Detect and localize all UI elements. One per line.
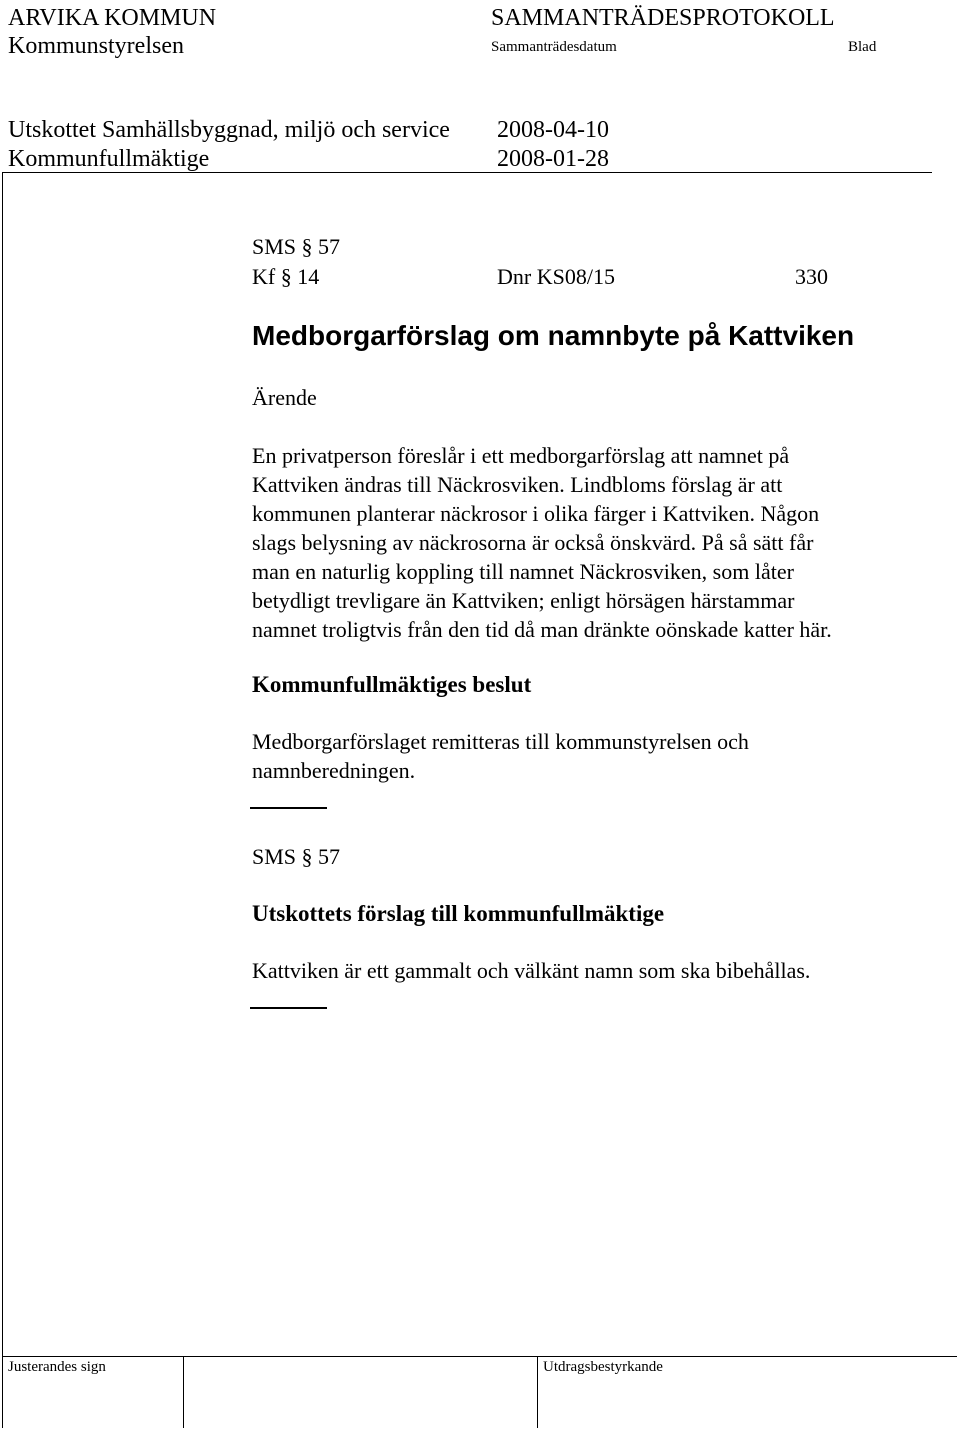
meeting-body-2: Kommunfullmäktige <box>8 146 210 172</box>
municipality-name: ARVIKA KOMMUN <box>8 5 217 31</box>
justerandes-sign-label: Justerandes sign <box>8 1359 106 1375</box>
footer-divider-2 <box>537 1356 538 1428</box>
footer-left-line <box>2 1356 3 1428</box>
case-code: 330 <box>795 264 828 289</box>
page-label: Blad <box>848 39 877 55</box>
header-rule <box>2 172 932 173</box>
decision-line-1: Medborgarförslaget remitteras till kommunstyrelsen och <box>252 729 749 754</box>
section-divider-1 <box>250 807 327 809</box>
proposal-text: Kattviken är ett gammalt och välkänt namn som ska bibehållas. <box>252 958 811 983</box>
kf-reference: Kf § 14 <box>252 264 320 289</box>
proposal-heading: Utskottets förslag till kommunfullmäktige <box>252 901 665 926</box>
page-title: Medborgarförslag om namnbyte på Kattviken <box>252 320 855 351</box>
footer-rule <box>2 1356 957 1357</box>
arende-line-7: namnet troligtvis från den tid då man dränkte oönskade katter här. <box>252 617 832 642</box>
utdragsbestyrkande-label: Utdragsbestyrkande <box>543 1359 663 1375</box>
left-margin-line <box>2 172 3 1357</box>
dnr-reference: Dnr KS08/15 <box>497 264 615 289</box>
meeting-date-2: 2008-01-28 <box>497 146 609 172</box>
meeting-date-1: 2008-04-10 <box>497 117 609 143</box>
decision-heading: Kommunfullmäktiges beslut <box>252 672 532 697</box>
arende-heading: Ärende <box>252 385 317 410</box>
arende-line-2: Kattviken ändras till Näckrosviken. Lindbloms förslag är att <box>252 472 783 497</box>
arende-line-1: En privatperson föreslår i ett medborgarförslag att namnet på <box>252 443 790 468</box>
meeting-date-label: Sammanträdesdatum <box>491 39 617 55</box>
section-divider-2 <box>250 1007 327 1009</box>
board-name: Kommunstyrelsen <box>8 33 184 59</box>
sms-reference-2: SMS § 57 <box>252 844 341 869</box>
sms-reference: SMS § 57 <box>252 234 341 259</box>
decision-line-2: namnberedningen. <box>252 758 416 783</box>
protocol-title: SAMMANTRÄDESPROTOKOLL <box>491 5 835 31</box>
arende-line-4: slags belysning av näckrosorna är också önskvärd. På så sätt får <box>252 530 814 555</box>
arende-line-5: man en naturlig koppling till namnet Näckrosviken, som låter <box>252 559 794 584</box>
arende-line-3: kommunen planterar näckrosor i olika färger i Kattviken. Någon <box>252 501 820 526</box>
arende-line-6: betydligt trevligare än Kattviken; enligt hörsägen härstammar <box>252 588 795 613</box>
meeting-body-1: Utskottet Samhällsbyggnad, miljö och service <box>8 117 450 143</box>
footer-divider-1 <box>183 1356 184 1428</box>
